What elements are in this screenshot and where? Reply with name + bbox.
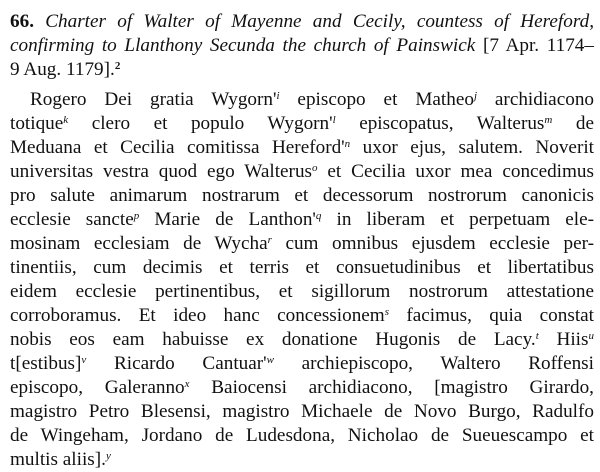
note-marker: t xyxy=(535,330,539,342)
text-run: Ricardo Cantuar' xyxy=(86,353,267,374)
note-marker: s xyxy=(384,306,390,318)
charter-body-line xyxy=(10,256,594,280)
text-run: uxor ejus, salutem. Noverit xyxy=(350,137,595,158)
text-run: de Wingeham, Jordano de Ludesdona, Nicholao de Sueuescampo et xyxy=(10,425,594,446)
text-run: t[estibus] xyxy=(10,353,82,374)
note-marker: q xyxy=(315,210,322,222)
text-run: episcopo, Galeranno xyxy=(10,377,185,398)
charter-body-line-last xyxy=(10,448,594,472)
text-run: cum omnibus ejusdem ecclesie per- xyxy=(271,233,594,254)
text-run: archiepiscopo, Waltero Roffensi xyxy=(273,353,594,374)
text-run: magistro Petro Blesensi, magistro Michaele de Novo Burgo, Radulfo xyxy=(10,401,594,422)
text-run: tinentiis, cum decimis et terris et consuetudinibus et libertatibus xyxy=(10,257,594,278)
charter-body-line xyxy=(10,136,594,160)
charter-body-line xyxy=(10,328,594,352)
note-marker: k xyxy=(63,114,69,126)
charter-date-part-2: 9 Aug. 1179]. xyxy=(10,59,115,80)
text-run: episcopo et Matheo xyxy=(279,89,474,110)
charter-body-line xyxy=(10,400,594,424)
charter-heading-line-1 xyxy=(10,10,594,34)
charter-title-part-2: confirming to Llanthony Secunda the church of Painswick xyxy=(10,35,476,56)
text-run: Rogero Dei gratia Wygorn' xyxy=(30,89,277,110)
charter-body-line xyxy=(10,112,594,136)
charter-body-line xyxy=(10,376,594,400)
text-run: archidiacono xyxy=(477,89,595,110)
text-run: nobis eos eam habuisse ex donatione Hugonis de Lacy. xyxy=(10,329,536,350)
note-marker: r xyxy=(267,234,272,246)
text-run: Hiis xyxy=(538,329,589,350)
note-marker: n xyxy=(344,138,351,150)
text-run: corroboramus. Et ideo hanc concessionem xyxy=(10,305,385,326)
text-run: universitas vestra quod ego Walterus xyxy=(10,161,313,182)
note-marker: y xyxy=(105,450,111,462)
charter-body-line xyxy=(10,424,594,448)
note-marker: v xyxy=(81,354,87,366)
text-run: Baiocensi archidiacono, [magistro Girardo, xyxy=(189,377,594,398)
text-run: episcopatus, Walterus xyxy=(335,113,545,134)
charter-heading-line-2 xyxy=(10,34,594,58)
note-marker: o xyxy=(312,162,318,174)
charter-number: 66. xyxy=(10,11,34,32)
text-run: facimus, quia constat xyxy=(389,305,595,326)
charter-date-part-1: [7 Apr. 1174– xyxy=(482,35,594,56)
charter-body-line xyxy=(10,160,594,184)
charter-body-line xyxy=(30,88,594,112)
note-marker: m xyxy=(544,114,553,126)
note-marker: w xyxy=(266,354,274,366)
charter-title-part-1: Charter of Walter of Mayenne and Cecily, countess of Hereford, xyxy=(45,11,595,32)
charter-body-line xyxy=(10,304,594,328)
text-run: totique xyxy=(10,113,64,134)
note-marker: x xyxy=(184,378,190,390)
text-run: Marie de Lanthon' xyxy=(139,209,316,230)
text-run: clero et populo Wygorn' xyxy=(68,113,333,134)
charter-heading-line-3 xyxy=(10,58,594,82)
note-marker: l xyxy=(332,114,336,126)
text-run: in liberam et perpetuam ele- xyxy=(321,209,595,230)
text-run: pro salute animarum nostrarum et decessorum nostrorum canonicis xyxy=(10,185,594,206)
note-marker: i xyxy=(276,90,280,102)
text-run: mosinam ecclesiam de Wycha xyxy=(10,233,268,254)
charter-body-line xyxy=(10,352,594,376)
footnote-reference: 2 xyxy=(114,60,121,72)
text-run: et Cecilia uxor mea concedimus xyxy=(317,161,594,182)
text-run: Meduana et Cecilia comitissa Hereford' xyxy=(10,137,345,158)
text-run: eidem ecclesie pertinentibus, et sigillorum nostrorum attestatione xyxy=(10,281,594,302)
text-run: ecclesie sancte xyxy=(10,209,134,230)
note-marker: j xyxy=(473,90,477,102)
text-run: multis aliis]. xyxy=(10,449,106,470)
text-run: de xyxy=(552,113,594,134)
charter-body-line xyxy=(10,232,594,256)
charter-body-line xyxy=(10,208,594,232)
charter-body-line xyxy=(10,280,594,304)
charter-body-line xyxy=(10,184,594,208)
note-marker: u xyxy=(588,330,594,342)
note-marker: p xyxy=(133,210,140,222)
